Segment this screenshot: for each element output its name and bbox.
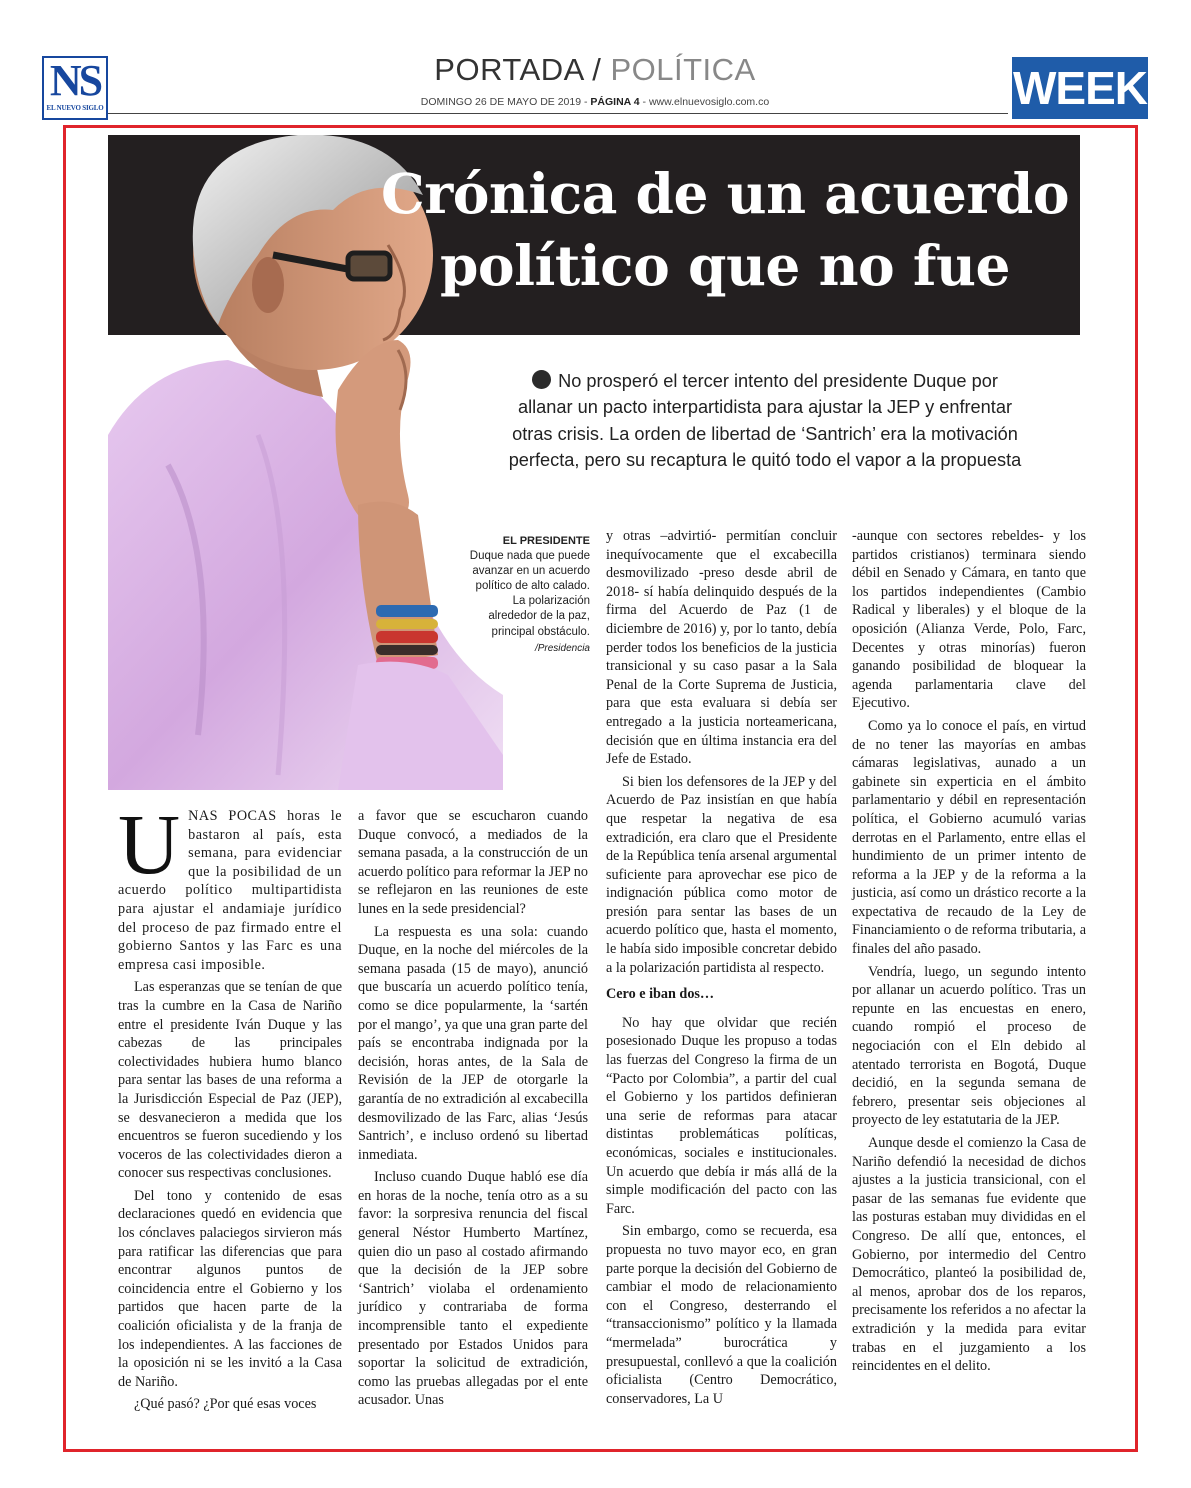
masthead-rule [108, 113, 1008, 114]
paragraph: Aunque desde el comienzo la Casa de Nariño defendió la necesidad de dichos ajustes a la justicia transicional, con el pasar de las semanas fue evidente que las posturas estaban muy divididas en el Congreso. De allí que, entonces, el Gobierno, por intermedio del Centro Democrático, planteó la posibilidad de, al menos, aprobar dos de los reparos, precisamente los referidos a no afectar la extradición y la medida para evitar trabas en el juzgamiento a los reincidentes en el delito. [852, 1135, 1086, 1375]
subheading: Cero e iban dos… [606, 986, 715, 1003]
section-sub: POLÍTICA [610, 52, 756, 87]
caption-title: EL PRESIDENTE [502, 535, 590, 547]
section-title [300, 52, 890, 88]
page-label: PÁGINA 4 [590, 96, 640, 108]
paragraph: Si bien los defensores de la JEP y del Acuerdo de Paz insistían en que había que respetar la negativa de esa extradición, era claro que el Presidente de la República tenía arsenal argumental suficiente para aprovechar ese pico de indignación pública como motor de presión para sentar las bases de un acuerdo político que, hasta el momento, le había sido imposible concretar debido a la polarización partidista al respecto. [606, 773, 837, 976]
paragraph: No hay que olvidar que recién posesionado Duque les propuso a todas las fuerzas del Congreso la firma de un “Pacto por Colombia”, a partir del cual el Gobierno y los partidos definieran una serie de reformas para atacar distintas problemáticas políticas, económicas, sociales e institucionales. Un acuerdo que debía ir más allá de la simple modificación del pacto con las Farc. [606, 1014, 837, 1217]
section-separator: / [583, 52, 611, 87]
body-column-2 [358, 807, 588, 1414]
lead-text: NAS POCAS horas le bastaron al país, esta semana, para evidenciar que la posibilidad de un acuerdo político multipartidista para ajustar el andamiaje jurídico del proceso de paz firmado entre el gobierno Santos y las Farc es una empresa casi imposible. [118, 808, 342, 973]
body-column-3 [606, 527, 837, 1412]
newspaper-logo[interactable] [42, 56, 108, 120]
paragraph: Del tono y contenido de esas declaraciones quedó en evidencia que los cónclaves palaciegos sirvieron más para ratificar las diferencias que para encontrar algunos puntos de coincidencia entre el Gobierno y los partidos que hacen parte de la coalición oficialista y de la franja de los independientes. A las facciones de la oposición ni se les invitó a la Casa de Nariño. [118, 1187, 342, 1390]
paragraph: Incluso cuando Duque habló ese día en horas de la noche, tenía otro as a su favor: la sorpresiva renuncia del fiscal general Néstor Humberto Martínez, quien dio un paso al costado afirmando que la decisión de la JEP sobre ‘Santrich’ violaba el ordenamiento jurídico y contrariaba de forma incomprensible tanto el expediente presentado por Estados Unidos para soportar la solicitud de extradición, como las pruebas allegadas por el ente acusador. Unas [358, 1169, 588, 1409]
paragraph: La respuesta es una sola: cuando Duque, en la noche del miércoles de la semana pasada (15 de mayo), anunció que buscaría un acuerdo político tenía, como se dice popularmente, la ‘sartén por el mango’, ya que una gran parte del país se encontraba indignada por la decisión, horas antes, de la Sala de Revisión de la JEP de otorgarle la garantía de no extradición al excabecilla desmovilizado de las Farc, alias ‘Jesús Santrich’, e incluso ordenó su libertad inmediata. [358, 923, 588, 1163]
paragraph: Sin embargo, como se recuerda, esa propuesta no tuvo mayor eco, en gran parte porque la decisión del Gobierno de cambiar el modo de relacionamiento con el Congreso, desterrando el “transaccionismo” político y la llamada “mermelada” burocrática y presupuestal, conllevó a que la coalición oficialista (Centro Democrático, conservadores, La U [606, 1223, 837, 1407]
deck-text: No prosperó el tercer intento del presidente Duque por allanar un pacto interpartidista para ajustar la JEP y enfrentar otras crisis. La orden de libertad de ‘Santrich’ era la motivación perfecta, pero su recaptura le quitó todo el vapor a la propuesta [508, 371, 1022, 471]
drop-cap: U [118, 796, 181, 892]
section-main: PORTADA [434, 52, 584, 87]
lead-paragraph [118, 796, 342, 974]
logo-subtitle: EL NUEVO SIGLO [46, 104, 104, 112]
paragraph: a favor que se escucharon cuando Duque convocó, a mediados de la semana pasada, a la construcción de un acuerdo político para reformar la JEP no se reflejaron en las reuniones de este lunes en la sede presidencial? [358, 808, 588, 917]
photo-caption [468, 534, 590, 656]
week-logo[interactable]: WEEK [1012, 57, 1148, 119]
body-column-4 [852, 527, 1086, 1380]
caption-text: Duque nada que puede avanzar en un acuerdo político de alto calado. La polarización alrededor de la paz, principal obstáculo. [469, 550, 590, 638]
paragraph: y otras –advirtió- permitían concluir inequívocamente que el excabecilla desmovilizado -preso desde abril de 2018- sí había delinquido después de la firma del Acuerdo de Paz (1 de diciembre de 2016) y, por lo tanto, debía perder todos los beneficios de la justicia transicional y su caso pasar a la Sala Penal de la Corte Suprema de Justicia, para que esta evaluara si debía ser entregado a la justicia norteamericana, decisión que en última instancia era del Jefe de Estado. [606, 528, 837, 768]
filled-circle-icon [532, 370, 551, 389]
paragraph: ¿Qué pasó? ¿Por qué esas voces [134, 1396, 317, 1413]
paragraph: Las esperanzas que se tenían de que tras la cumbre en la Casa de Nariño entre el presidente Iván Duque y las cabezas de las principales colectividades hubiera humo blanco para sentar las bases de una reforma a la Jurisdicción Especial de Paz (JEP), se desvanecieron a medida que los encuentros se fueron sucediendo y los voceros de las colectividades dieron a conocer sus respectivas conclusiones. [118, 979, 342, 1182]
paragraph: Vendría, luego, un segundo intento por allanar un acuerdo político. Tras un repunte en las encuestas en enero, cuando rompió el proceso de negociación con el Eln debido al atentado terrorista en Bogotá, Duque decidió, en la segunda semana de febrero, presentar seis objeciones al proyecto de ley estatutaria de la JEP. [852, 963, 1086, 1129]
photo-credit: /Presidencia [534, 642, 590, 654]
article-headline: Crónica de un acuerdo político que no fue [380, 161, 1070, 298]
article-deck [505, 368, 1025, 474]
paragraph: -aunque con sectores rebeldes- y los partidos cristianos) terminara siendo débil en Senado y Cámara, en tanto que los partidos independientes (Cambio Radical y liberales) y el bloque de la oposición (Alianza Verde, Polo, Farc, Decentes y otras minorías) fueron ganando posibilidad de bloquear la agenda parlamentaria clave del Ejecutivo. [852, 528, 1086, 712]
website-link[interactable]: - www.elnuevosiglo.com.co [639, 96, 770, 108]
body-column-1 [118, 796, 342, 1418]
logo-letters: NS [49, 56, 101, 105]
date-line [300, 96, 890, 108]
issue-date: DOMINGO 26 DE MAYO DE 2019 - [420, 96, 591, 108]
paragraph: Como ya lo conoce el país, en virtud de no tener las mayorías en ambas cámaras legislativas, aunado a un gabinete sin experticia en el ámbito parlamentario y débil en representación política, el Gobierno acumuló varias derrotas en el Parlamento, entre ellas el hundimiento de un primer intento de reforma a la JEP y de la reforma a la justicia, así como un drástico recorte a la expectativa de recaudo de la Ley de Financiamiento o de reforma tributaria, a finales del año pasado. [852, 717, 1086, 958]
